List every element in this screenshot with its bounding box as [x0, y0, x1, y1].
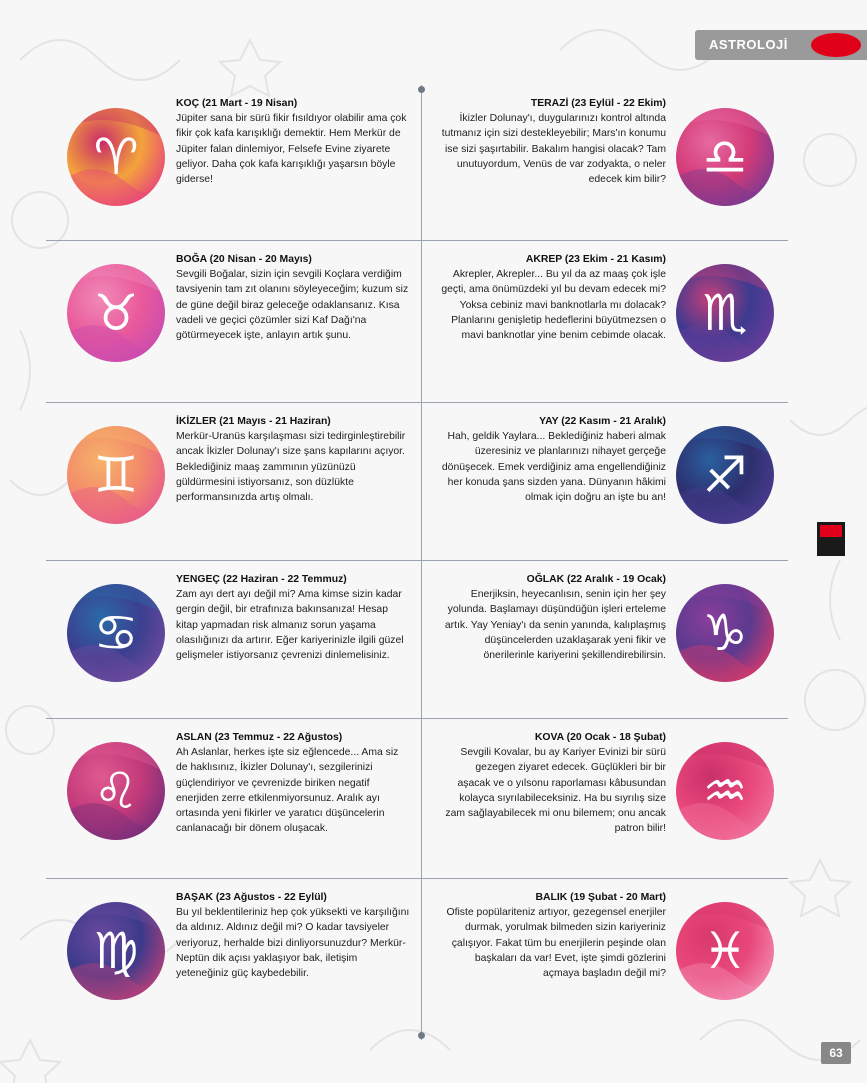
svg-text:♌: ♌	[93, 762, 139, 820]
horoscope-text	[440, 252, 666, 343]
horoscope-text	[440, 730, 666, 836]
column-divider	[421, 85, 422, 1040]
sign-body: Ah Aslanlar, herkes işte siz eğlencede... Ama siz de haklısınız, İkizler Dolunay'ı, sezgilerinizi güçlendiriyor ve çevrenizde biriken negatif enerjiden zerre etkilenmiyorsunuz. Aralık ayı ortasında yeni fikirler ve yaratıcı düşüncelerin canlanacağı bir dönem oluşacak.	[176, 747, 399, 835]
sign-title: YENGEÇ (22 Haziran - 22 Temmuz)	[176, 574, 347, 585]
svg-text:♓: ♓	[702, 922, 748, 980]
zodiac-symbol-icon	[67, 584, 165, 682]
zodiac-symbol-icon	[67, 426, 165, 524]
zodiac-symbol-icon	[67, 108, 165, 206]
horoscope-text	[440, 414, 666, 505]
row-divider	[46, 718, 788, 719]
svg-text:♐: ♐	[702, 446, 748, 504]
horoscope-text	[176, 730, 412, 836]
svg-text:♏: ♏	[702, 284, 748, 342]
sign-body: Sevgili Boğalar, sizin için sevgili Koçlara verdiğim tavsiyenin tam zıt olanını söyleyeceğim; kuzum siz de güne değil biraz geleceğe odaklansanız. Kısa vadeli ve geçici çözümler sizi Kaf Dağı'na götürmeyecek işte, anlayın artık şunu.	[176, 269, 409, 342]
svg-text:♉: ♉	[93, 284, 139, 342]
sign-body: Sevgili Kovalar, bu ay Kariyer Evinizi bir sürü gezegen ziyaret edecek. Güçlükleri bir bir aşacak ve o yılsonu raporlaması kâbusundan kolayca sıyrılabileceksiniz. Ha bu sıyrılış size zam sağlayabilecek mi onu bilemem; onu ancak patron bilir!	[445, 747, 666, 835]
zodiac-symbol-icon	[676, 264, 774, 362]
section-label: ASTROLOJİ	[709, 37, 788, 52]
sign-title: KOVA (20 Ocak - 18 Şubat)	[534, 732, 666, 743]
horoscope-text	[176, 252, 412, 343]
svg-text:♒: ♒	[702, 762, 748, 820]
horoscope-text	[440, 572, 666, 663]
zodiac-symbol-icon	[676, 902, 774, 1000]
row-divider	[46, 560, 788, 561]
sign-body: Jüpiter sana bir sürü fikir fısıldıyor olabilir ama çok fikir çok kafa karışıklığı demektir. Hem Merkür de Jüpiter falan dinlemiyor, Felsefe Evine ziyarete geliyor. Daha çok kafa karışıklığı yaşarsın böyle giderse!	[176, 113, 407, 186]
horoscope-text	[176, 96, 412, 187]
svg-text:♎: ♎	[702, 128, 748, 186]
svg-text:♑: ♑	[702, 604, 748, 662]
sign-body: İkizler Dolunay'ı, duygularınızı kontrol altında tutmanız için sizi destekleyebilir; Mars'ın konumu ise sizi şaşırtabilir. Bakalım hangisi olacak? Tam unutuyordum, Venüs de var zodyakta, o neler edecek kim bilir?	[441, 113, 666, 186]
sign-title: ASLAN (23 Temmuz - 22 Ağustos)	[176, 732, 343, 743]
page-number: 63	[821, 1042, 851, 1064]
horoscope-text	[440, 96, 666, 187]
sign-title: AKREP (23 Ekim - 21 Kasım)	[525, 254, 666, 265]
svg-text:♈: ♈	[93, 128, 139, 186]
sign-body: Bu yıl beklentileriniz hep çok yüksekti ve karşılığını da aldınız. Aldınız değil mi? O kadar tavsiyeler veriyoruz, herhalde bizi dinliyorsunuzdur? Merkür-Neptün dik açısı yaklaşıyor bak, iletişim yeteneğiniz güç kaybedebilir.	[176, 907, 410, 980]
divider-dot	[418, 1032, 425, 1039]
sign-title: BOĞA (20 Nisan - 20 Mayıs)	[176, 254, 312, 265]
row-divider	[46, 878, 788, 879]
horoscope-text	[440, 890, 666, 981]
svg-text:♊: ♊	[93, 446, 139, 504]
sign-body: Hah, geldik Yaylara... Beklediğiniz haberi almak üzeresiniz ve planlarınızı nihayet gerçeğe dönüşecek. Emek verdiğiniz ama engellendiğiniz her konuda şans sizden yana. Dünyanın hâkimi olmak için doğru an işte bu an!	[441, 431, 666, 504]
horoscope-text	[176, 890, 412, 981]
sign-body: Zam ayı dert ayı değil mi? Ama kimse sizin kadar gergin değil, bir etrafınıza bakınsanıza! Hesap kitap yapmadan risk almanız sorun yaşama olasılığınızı da artırır. Eğer kariyerinizle ilgili güzel gelişmeler istiyorsanız çevrenizi dinlemelisiniz.	[176, 589, 404, 662]
sign-title: KOÇ (21 Mart - 19 Nisan)	[176, 98, 298, 109]
brand-dot-icon	[811, 33, 861, 57]
zodiac-symbol-icon	[676, 426, 774, 524]
section-header	[695, 30, 867, 60]
sign-body: Merkür-Uranüs karşılaşması sizi tedirginleştirebilir ancak İkizler Dolunay'ı size şans kapılarını açıyor. Beklediğiniz maaş zammının yüzünüzü güldürmesini istiyorsanız, son düzlükte performansınızda artış olmalı.	[176, 431, 406, 504]
svg-text:♍: ♍	[93, 922, 139, 980]
zodiac-symbol-icon	[676, 742, 774, 840]
sign-title: BAŞAK (23 Ağustos - 22 Eylül)	[176, 892, 327, 903]
horoscope-text	[176, 572, 412, 663]
row-divider	[46, 240, 788, 241]
horoscope-text	[176, 414, 412, 505]
life-logo-icon	[817, 522, 845, 556]
sign-title: TERAZİ (23 Eylül - 22 Ekim)	[530, 98, 666, 109]
sign-body: Enerjiksin, heyecanlısın, senin için her şey yolunda. Başlamayı düşündüğün işleri erteleme artık. Yay Yeniay'ı da senin yanında, kalıplaşmış düşüncelerden uzaklaşarak yeni fikir ve önerilerinle kariyerini şekillendirebilirsin.	[444, 589, 666, 662]
sign-body: Ofiste popülariteniz artıyor, gezegensel enerjiler durmak, yorulmak bilmeden sizin kariyeriniz çalışıyor. Fakat tüm bu enerjilerin peşinde olan başkaları da var! Evet, işte şimdi gözlerini açmaya başladın değil mi?	[446, 907, 666, 980]
zodiac-symbol-icon	[67, 264, 165, 362]
svg-text:♋: ♋	[93, 604, 139, 662]
sign-title: İKİZLER (21 Mayıs - 21 Haziran)	[176, 416, 331, 427]
divider-dot	[418, 86, 425, 93]
sign-title: YAY (22 Kasım - 21 Aralık)	[539, 416, 666, 427]
sign-body: Akrepler, Akrepler... Bu yıl da az maaş çok işle geçti, ama önümüzdeki yıl bu devam edecek mi? Yoksa cebiniz mavi banknotlarla mı dolacak? Planlarını genişletip hedeflerini büyütmezsen o mavi banknotlar yine benim cebimde olacak.	[441, 269, 666, 342]
row-divider	[46, 402, 788, 403]
zodiac-symbol-icon	[67, 742, 165, 840]
zodiac-symbol-icon	[676, 108, 774, 206]
zodiac-symbol-icon	[67, 902, 165, 1000]
sign-title: BALIK (19 Şubat - 20 Mart)	[535, 892, 666, 903]
sign-title: OĞLAK (22 Aralık - 19 Ocak)	[526, 574, 666, 585]
zodiac-symbol-icon	[676, 584, 774, 682]
